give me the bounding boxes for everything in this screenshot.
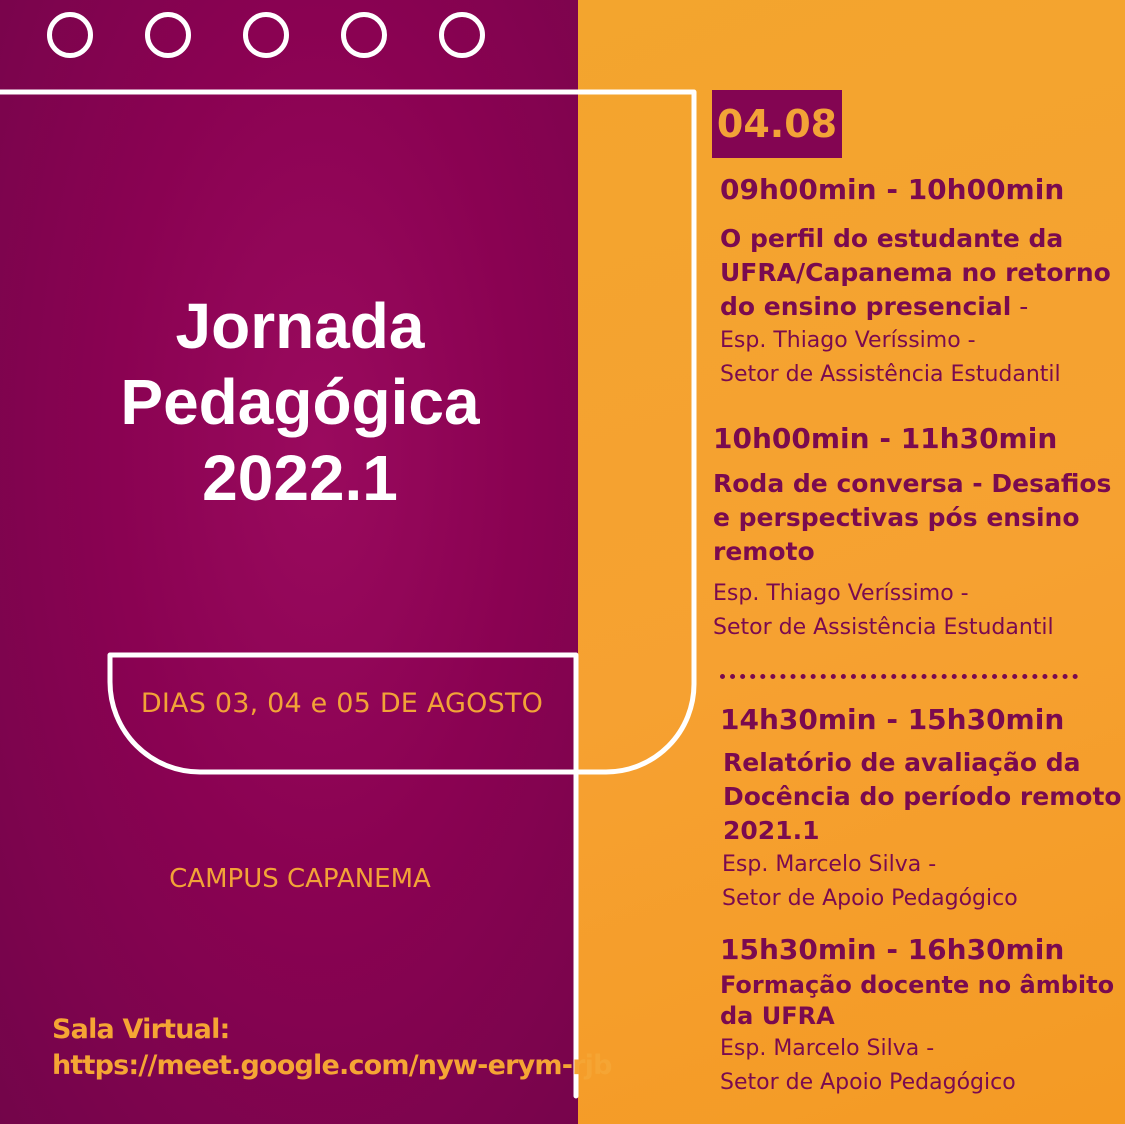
slot-time: 10h00min - 11h30min xyxy=(713,422,1058,455)
speaker-sector: Setor de Apoio Pedagógico xyxy=(722,886,1018,911)
speaker-name: Esp. Marcelo Silva - xyxy=(720,1036,935,1061)
talk-line: 2021.1 xyxy=(723,816,820,845)
slot-talk-title xyxy=(720,222,1111,324)
speaker-name: Esp. Thiago Veríssimo - xyxy=(713,581,969,606)
talk-suffix: - xyxy=(1011,292,1029,321)
slot-talk-title xyxy=(723,746,1122,848)
schedule-slot xyxy=(713,421,1111,645)
virtual-room-label: Sala Virtual: xyxy=(52,1014,230,1045)
talk-line: Docência do período remoto xyxy=(723,782,1122,811)
slot-speaker xyxy=(720,324,1111,392)
campus-name: CAMPUS CAPANEMA xyxy=(169,864,431,894)
slot-speaker xyxy=(720,1032,1114,1100)
virtual-room-link[interactable]: https://meet.google.com/nyw-erym-rjb xyxy=(52,1050,612,1081)
title-line: 2022.1 xyxy=(202,442,398,514)
schedule-slot xyxy=(720,172,1111,392)
speaker-name: Esp. Marcelo Silva - xyxy=(722,852,937,877)
slot-speaker xyxy=(713,577,1111,645)
talk-line: Relatório de avaliação da xyxy=(723,748,1081,777)
talk-line: do ensino presencial xyxy=(720,292,1012,321)
speaker-sector: Setor de Assistência Estudantil xyxy=(720,362,1061,387)
schedule-slot xyxy=(720,702,1122,916)
speaker-name: Esp. Thiago Veríssimo - xyxy=(720,328,976,353)
talk-line: da UFRA xyxy=(720,1002,835,1030)
event-title xyxy=(40,288,560,516)
schedule-slot xyxy=(720,932,1114,1100)
talk-line: O perfil do estudante da xyxy=(720,224,1064,253)
talk-line: UFRA/Capanema no retorno xyxy=(720,258,1111,287)
slot-time: 14h30min - 15h30min xyxy=(720,703,1065,736)
talk-line: Roda de conversa - Desafios xyxy=(713,469,1112,498)
schedule-date-badge: 04.08 xyxy=(712,90,842,158)
slot-time: 09h00min - 10h00min xyxy=(720,173,1065,206)
talk-line: remoto xyxy=(713,537,815,566)
event-dates: DIAS 03, 04 e 05 DE AGOSTO xyxy=(140,688,544,719)
schedule-divider xyxy=(720,674,1078,679)
speaker-sector: Setor de Apoio Pedagógico xyxy=(720,1070,1016,1095)
slot-speaker xyxy=(722,848,1122,916)
title-line: Jornada xyxy=(175,290,425,362)
title-line: Pedagógica xyxy=(120,366,480,438)
talk-line: Formação docente no âmbito xyxy=(720,971,1115,999)
slot-time: 15h30min - 16h30min xyxy=(720,933,1065,966)
slot-talk-title xyxy=(713,467,1111,569)
slot-talk-title xyxy=(720,970,1114,1032)
talk-line: e perspectivas pós ensino xyxy=(713,503,1080,532)
speaker-sector: Setor de Assistência Estudantil xyxy=(713,615,1054,640)
